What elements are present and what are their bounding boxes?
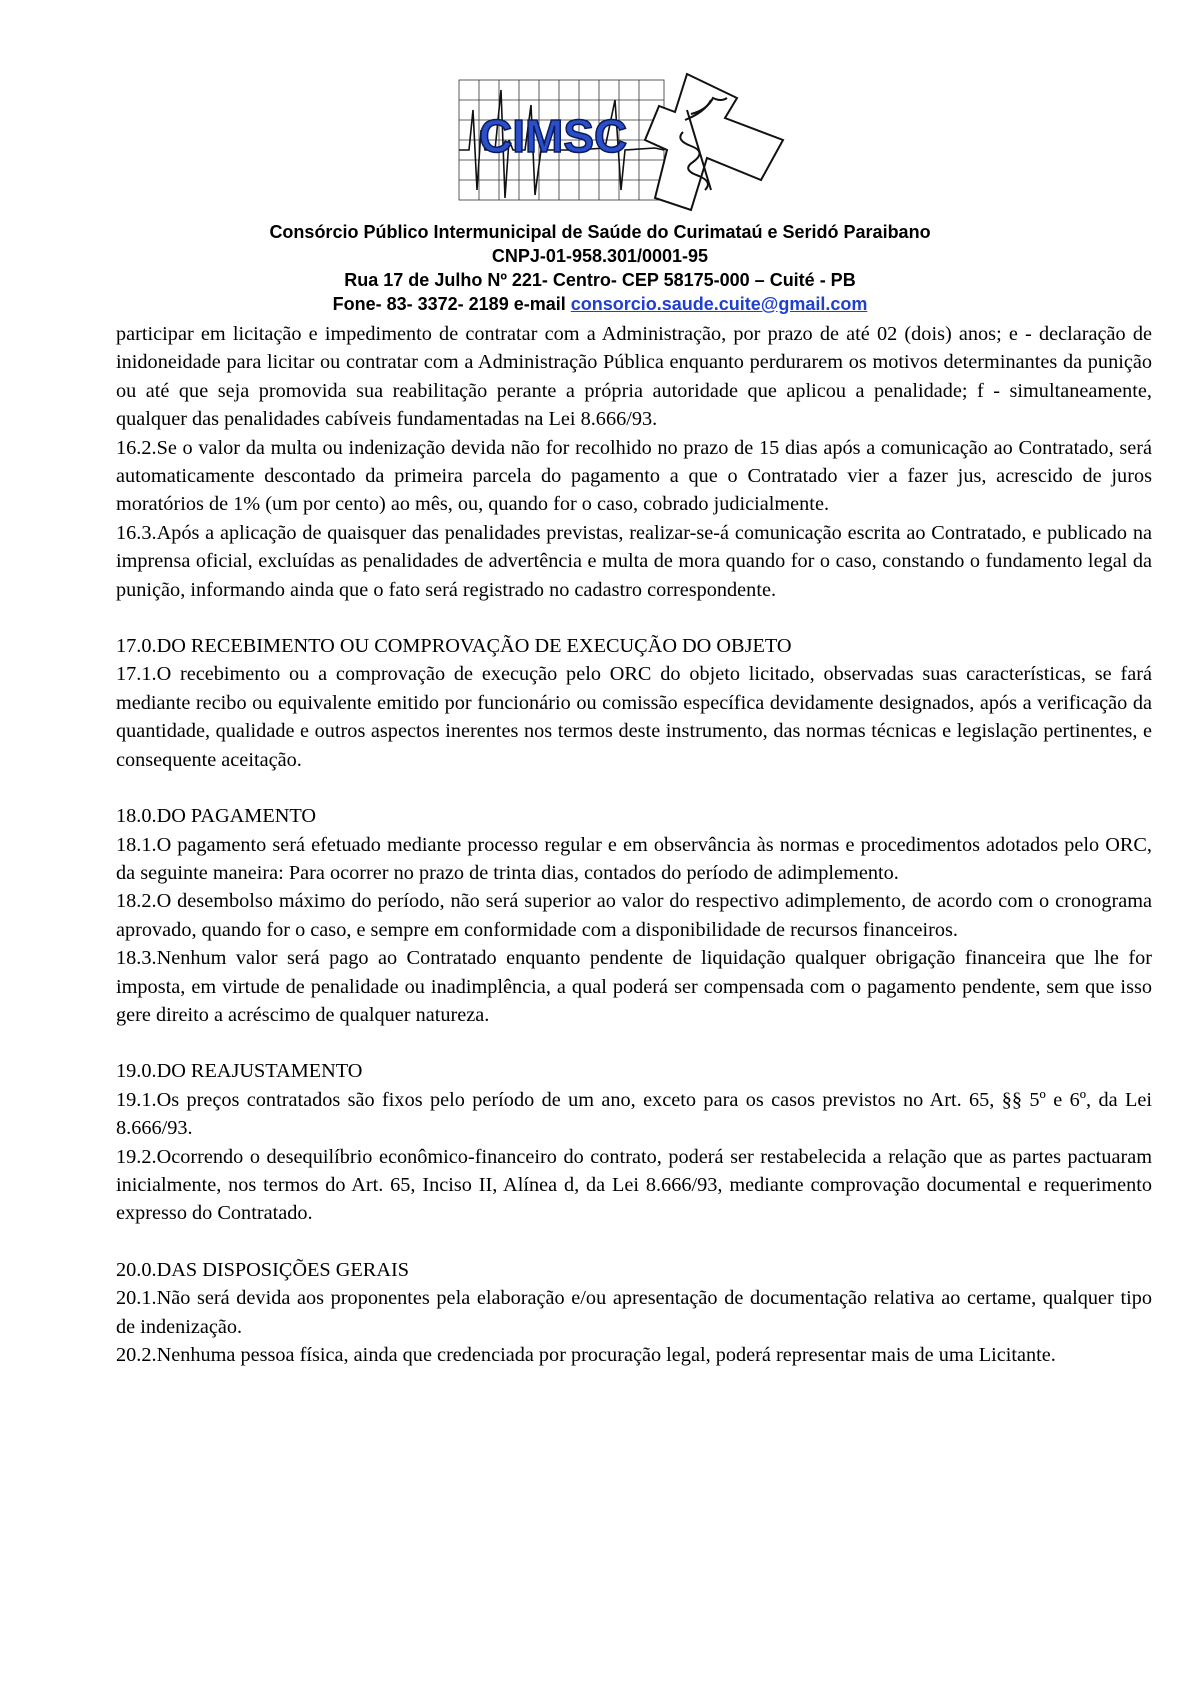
section-heading-18: 18.0.DO PAGAMENTO [116,805,317,828]
cimsc-logo [455,70,815,220]
paragraph-18-1: 18.1.O pagamento será efetuado mediante processo regular e em observância às normas e procedimentos adotados pelo ORC, da seguinte maneira: Para ocorrer no prazo de trinta dias, contados do período de adimplemento. [116,833,1152,884]
paragraph-18-2: 18.2.O desembolso máximo do período, não será superior ao valor do respectivo adimplemento, de acordo com o cronograma aprovado, quando for o caso, e sempre em conformidade com a disponibilidade de recursos financeiros. [116,890,1152,941]
letterhead [0,220,1200,316]
contact-line [0,292,1200,316]
address: Rua 17 de Julho Nº 221- Centro- CEP 58175-000 – Cuité - PB [344,270,856,290]
paragraph-20-1: 20.1.Não será devida aos proponentes pela elaboração e/ou apresentação de documentação relativa ao certame, qualquer tipo de indenização. [116,1287,1152,1338]
logo-text: CIMSC [479,110,628,162]
paragraph-19-1: 19.1.Os preços contratados são fixos pelo período de um ano, exceto para os casos previstos no Art. 65, §§ 5º e 6º, da Lei 8.666/93. [116,1088,1152,1140]
paragraph-18-3: 18.3.Nenhum valor será pago ao Contratado enquanto pendente de liquidação qualquer obrigação financeira que lhe for imposta, em virtude de penalidade ou inadimplência, a qual poderá ser compensada com o pagamento pendente, sem que isso gere direito a acréscimo de qualquer natureza. [116,947,1152,1026]
document-body [116,320,1152,1369]
org-name: Consórcio Público Intermunicipal de Saúde do Curimataú e Seridó Paraibano [269,222,931,242]
phone-label: Fone- 83- 3372- 2189 e-mail [332,294,571,314]
section-heading-20: 20.0.DAS DISPOSIÇÕES GERAIS [116,1258,409,1281]
cnpj: CNPJ-01-958.301/0001-95 [491,246,709,266]
paragraph-16-2: 16.2.Se o valor da multa ou indenização devida não for recolhido no prazo de 15 dias após a comunicação ao Contratado, será automaticamente descontado da primeira parcela do pagamento a que o Contratado vier a fazer jus, acrescido de juros moratórios de 1% (um por cento) ao mês, ou, quando for o caso, cobrado judicialmente. [116,436,1152,516]
paragraph-17-1: 17.1.O recebimento ou a comprovação de execução pelo ORC do objeto licitado, observadas suas características, se fará mediante recibo ou equivalente emitido por funcionário ou comissão específica devidamente designados, após a verificação da quantidade, qualidade e outros aspectos inerentes nos termos deste instrumento, das normas técnicas e legislação pertinentes, e consequente aceitação. [116,663,1152,771]
email-link[interactable]: consorcio.saude.cuite@gmail.com [570,294,868,314]
paragraph-intro: participar em licitação e impedimento de contratar com a Administração, por prazo de até 02 (dois) anos; e - declaração de inidoneidade para licitar ou contratar com a Administração Pública enquanto perdurarem os motivos determinantes da punição ou até que seja promovida sua reabilitação perante a própria autoridade que aplicou a penalidade; f - simultaneamente, qualquer das penalidades cabíveis fundamentadas na Lei 8.666/93. [116,323,1152,431]
section-heading-17: 17.0.DO RECEBIMENTO OU COMPROVAÇÃO DE EXECUÇÃO DO OBJETO [116,635,792,658]
paragraph-20-2: 20.2.Nenhuma pessoa física, ainda que credenciada por procuração legal, poderá representar mais de uma Licitante. [116,1344,1056,1366]
paragraph-19-2: 19.2.Ocorrendo o desequilíbrio econômico-financeiro do contrato, poderá ser restabelecida a relação que as partes pactuaram inicialmente, nos termos do Art. 65, Inciso II, Alínea d, da Lei 8.666/93, mediante comprovação documental e requerimento expresso do Contratado. [116,1145,1152,1225]
section-heading-19: 19.0.DO REAJUSTAMENTO [116,1060,363,1083]
paragraph-16-3: 16.3.Após a aplicação de quaisquer das penalidades previstas, realizar-se-á comunicação escrita ao Contratado, e publicado na imprensa oficial, excluídas as penalidades de advertência e multa de mora quando for o caso, constando o fundamento legal da punição, informando ainda que o fato será registrado no cadastro correspondente. [116,521,1152,601]
